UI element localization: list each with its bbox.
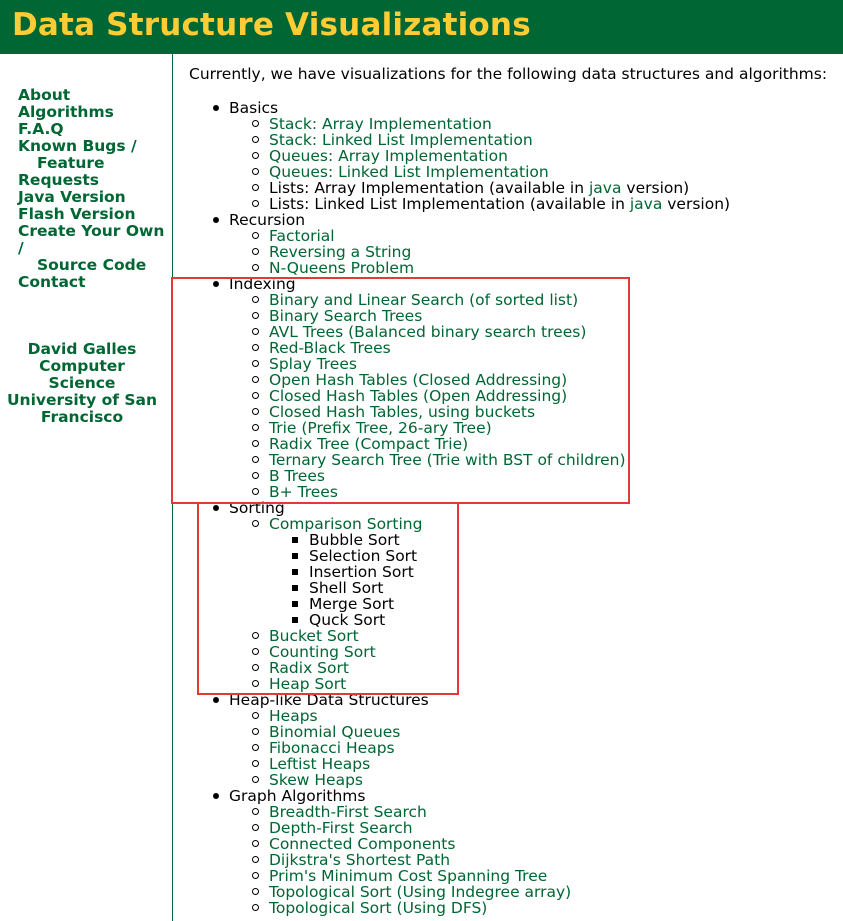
- link-red-black-trees[interactable]: Red-Black Trees: [269, 339, 391, 357]
- list-item: [229, 836, 839, 852]
- link-skew-heaps[interactable]: Skew Heaps: [269, 771, 364, 789]
- author-block: [4, 341, 160, 426]
- link-dijkstra[interactable]: Dijkstra's Shortest Path: [269, 851, 451, 869]
- nav-link-flash-version[interactable]: Flash Version: [18, 205, 136, 223]
- list-item: [229, 484, 839, 500]
- list-item: [229, 852, 839, 868]
- lists-linked-suffix: version): [662, 195, 731, 213]
- list-item: [229, 756, 839, 772]
- category-graph-algorithms: [189, 788, 839, 916]
- list-item: [229, 164, 839, 180]
- list-item: [229, 340, 839, 356]
- category-list: [189, 100, 839, 916]
- list-item: [229, 292, 839, 308]
- sub-list-item: Merge Sort: [269, 596, 839, 612]
- list-item: [229, 740, 839, 756]
- link-dfs[interactable]: Depth-First Search: [269, 819, 413, 837]
- link-leftist-heaps[interactable]: Leftist Heaps: [269, 755, 371, 773]
- nav-link-java-version[interactable]: Java Version: [18, 188, 126, 206]
- link-comparison-sorting[interactable]: Comparison Sorting: [269, 515, 423, 533]
- category-recursion: [189, 212, 839, 276]
- nav-link-source-code[interactable]: Source Code: [37, 256, 147, 274]
- list-item: [229, 804, 839, 820]
- lists-array-suffix: version): [621, 179, 690, 197]
- list-item: [229, 820, 839, 836]
- link-closed-hash-tables[interactable]: Closed Hash Tables (Open Addressing): [269, 387, 568, 405]
- link-trie[interactable]: Trie (Prefix Tree, 26-ary Tree): [269, 419, 492, 437]
- nav-link-contact[interactable]: Contact: [18, 273, 86, 291]
- sub-list-item: Quck Sort: [269, 612, 839, 628]
- link-topological-dfs[interactable]: Topological Sort (Using DFS): [269, 899, 488, 917]
- sidebar-nav: [18, 87, 168, 291]
- author-name: David Galles: [27, 340, 137, 358]
- link-java-lists-array[interactable]: java: [589, 179, 622, 197]
- list-item: [229, 644, 839, 660]
- nav-link-slash[interactable]: /: [18, 239, 24, 257]
- link-open-hash-tables[interactable]: Open Hash Tables (Closed Addressing): [269, 371, 568, 389]
- link-prims[interactable]: Prim's Minimum Cost Spanning Tree: [269, 867, 548, 885]
- category-title: Sorting: [229, 499, 285, 517]
- sub-list-item: Insertion Sort: [269, 564, 839, 580]
- list-item: [229, 356, 839, 372]
- link-heap-sort[interactable]: Heap Sort: [269, 675, 347, 693]
- list-item: [229, 388, 839, 404]
- link-topological-indegree[interactable]: Topological Sort (Using Indegree array): [269, 883, 572, 901]
- list-item: [229, 308, 839, 324]
- link-queues-array[interactable]: Queues: Array Implementation: [269, 147, 508, 165]
- list-item: [229, 468, 839, 484]
- nav-link-feature[interactable]: Feature: [37, 154, 105, 172]
- link-heaps[interactable]: Heaps: [269, 707, 318, 725]
- link-factorial[interactable]: Factorial: [269, 227, 335, 245]
- main-content: [189, 66, 839, 916]
- link-stack-array[interactable]: Stack: Array Implementation: [269, 115, 492, 133]
- list-item: [229, 132, 839, 148]
- link-bucket-sort[interactable]: Bucket Sort: [269, 627, 359, 645]
- list-item: [229, 260, 839, 276]
- list-item: [229, 452, 839, 468]
- list-item: [229, 436, 839, 452]
- intro-text: Currently, we have visualizations for the following data structures and algorithms:: [189, 65, 828, 83]
- page-title: Data Structure Visualizations: [12, 7, 531, 43]
- list-item: [229, 900, 839, 916]
- category-heap-like: [189, 692, 839, 788]
- sub-list-item: Bubble Sort: [269, 532, 839, 548]
- list-item: [229, 228, 839, 244]
- link-avl-trees[interactable]: AVL Trees (Balanced binary search trees): [269, 323, 587, 341]
- nav-link-known-bugs[interactable]: Known Bugs /: [18, 137, 137, 155]
- link-ternary-search-tree[interactable]: Ternary Search Tree (Trie with BST of children): [269, 451, 626, 469]
- link-n-queens[interactable]: N-Queens Problem: [269, 259, 415, 277]
- link-splay-trees[interactable]: Splay Trees: [269, 355, 357, 373]
- list-item: [229, 516, 839, 628]
- list-item: [229, 180, 839, 196]
- link-binary-search-trees[interactable]: Binary Search Trees: [269, 307, 423, 325]
- list-item: [229, 372, 839, 388]
- list-item: [229, 116, 839, 132]
- link-radix-sort[interactable]: Radix Sort: [269, 659, 349, 677]
- lists-array-text: Lists: Array Implementation (available in: [269, 179, 589, 197]
- sub-list-item: Shell Sort: [269, 580, 839, 596]
- list-item: [229, 868, 839, 884]
- nav-link-about[interactable]: About: [18, 86, 71, 104]
- sidebar: [0, 54, 173, 921]
- list-item: [229, 660, 839, 676]
- list-item: [229, 196, 839, 212]
- link-radix-tree[interactable]: Radix Tree (Compact Trie): [269, 435, 469, 453]
- list-item: [229, 772, 839, 788]
- link-closed-hash-buckets[interactable]: Closed Hash Tables, using buckets: [269, 403, 536, 421]
- author-university-city: Francisco: [40, 408, 124, 426]
- category-title: Basics: [229, 99, 279, 117]
- category-title: Graph Algorithms: [229, 787, 366, 805]
- link-fibonacci-heaps[interactable]: Fibonacci Heaps: [269, 739, 395, 757]
- list-item: [229, 628, 839, 644]
- link-b-plus-trees[interactable]: B+ Trees: [269, 483, 338, 501]
- nav-link-requests[interactable]: Requests: [18, 171, 99, 189]
- list-item: [229, 148, 839, 164]
- list-item: [229, 724, 839, 740]
- nav-link-algorithms[interactable]: Algorithms: [18, 103, 114, 121]
- link-b-trees[interactable]: B Trees: [269, 467, 325, 485]
- category-sorting: [189, 500, 839, 692]
- list-item: [229, 676, 839, 692]
- list-item: [229, 244, 839, 260]
- page-header: [0, 0, 843, 54]
- link-stack-linked-list[interactable]: Stack: Linked List Implementation: [269, 131, 533, 149]
- link-binomial-queues[interactable]: Binomial Queues: [269, 723, 401, 741]
- category-title: Heap-like Data Structures: [229, 691, 429, 709]
- list-item: [229, 324, 839, 340]
- link-connected-components[interactable]: Connected Components: [269, 835, 456, 853]
- author-university: University of San: [6, 391, 158, 409]
- link-reversing-string[interactable]: Reversing a String: [269, 243, 412, 261]
- list-item: [229, 420, 839, 436]
- link-bfs[interactable]: Breadth-First Search: [269, 803, 427, 821]
- link-counting-sort[interactable]: Counting Sort: [269, 643, 376, 661]
- category-basics: [189, 100, 839, 212]
- category-title: Recursion: [229, 211, 306, 229]
- lists-linked-text: Lists: Linked List Implementation (available in: [269, 195, 630, 213]
- link-java-lists-linked[interactable]: java: [629, 195, 663, 213]
- nav-link-create-your-own[interactable]: Create Your Own: [18, 222, 165, 240]
- category-title: Indexing: [229, 275, 296, 293]
- link-queues-linked-list[interactable]: Queues: Linked List Implementation: [269, 163, 549, 181]
- link-binary-linear-search[interactable]: Binary and Linear Search (of sorted list): [269, 291, 579, 309]
- author-department: Computer Science: [39, 357, 125, 392]
- nav-link-faq[interactable]: F.A.Q: [18, 120, 64, 138]
- list-item: [229, 404, 839, 420]
- sub-list-item: Selection Sort: [269, 548, 839, 564]
- list-item: [229, 708, 839, 724]
- list-item: [229, 884, 839, 900]
- category-indexing: [189, 276, 839, 500]
